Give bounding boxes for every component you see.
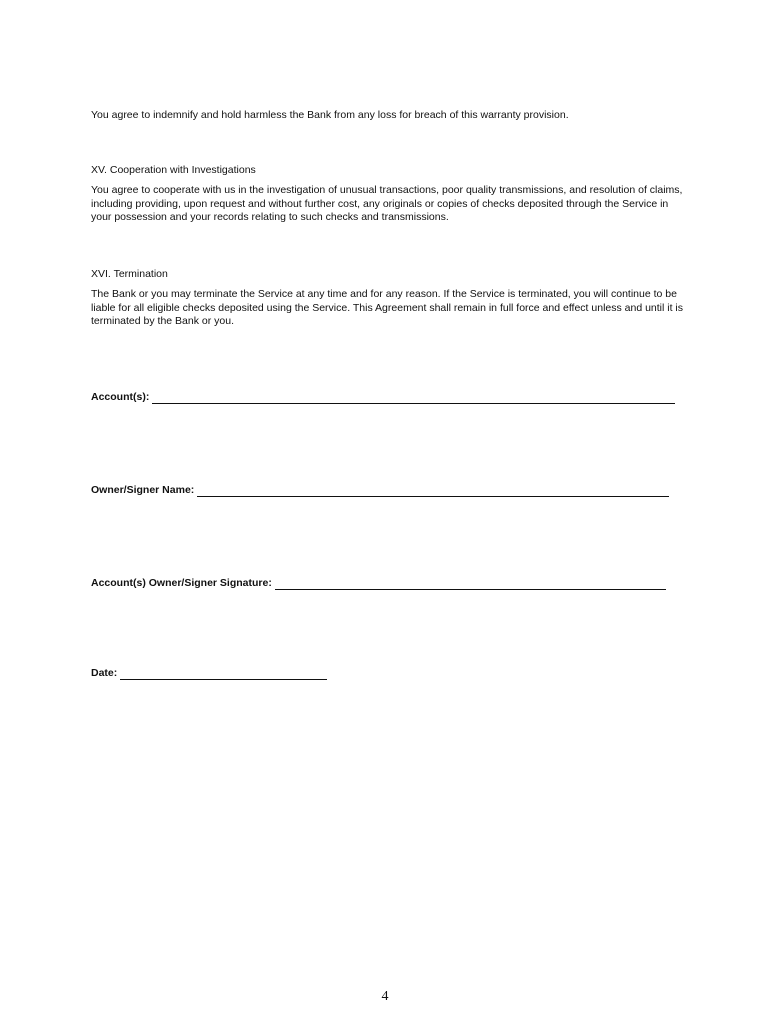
section-body-cooperation: You agree to cooperate with us in the investigation of unusual transactions, poor quality transmissions, and resolution of claims, including providing, upon request and without further cost, any originals or copies of checks deposited through the Service in your possession and your records relating to such checks and transmissions. [91, 184, 683, 223]
section-heading-termination: XVI. Termination [91, 268, 168, 280]
owner-signer-name-input-line[interactable] [197, 486, 669, 497]
page-number: 4 [381, 989, 389, 1004]
section-heading-cooperation: XV. Cooperation with Investigations [91, 164, 256, 176]
owner-signer-name-field [91, 484, 669, 497]
accounts-label: Account(s): [91, 391, 150, 403]
signature-input-line[interactable] [275, 579, 666, 590]
date-input-line[interactable] [120, 669, 327, 680]
date-label: Date: [91, 667, 118, 679]
date-field [91, 667, 327, 680]
accounts-field [91, 391, 675, 404]
signature-field [91, 577, 666, 590]
accounts-input-line[interactable] [152, 393, 675, 404]
owner-signer-name-label: Owner/Signer Name: [91, 484, 195, 496]
indemnify-paragraph: You agree to indemnify and hold harmless the Bank from any loss for breach of this warranty provision. [91, 109, 569, 121]
signature-label: Account(s) Owner/Signer Signature: [91, 577, 272, 589]
section-body-termination: The Bank or you may terminate the Service at any time and for any reason. If the Service is terminated, you will continue to be liable for all eligible checks deposited using the Service. This Agreement shall remain in full force and effect unless and until it is terminated by the Bank or you. [91, 288, 684, 327]
